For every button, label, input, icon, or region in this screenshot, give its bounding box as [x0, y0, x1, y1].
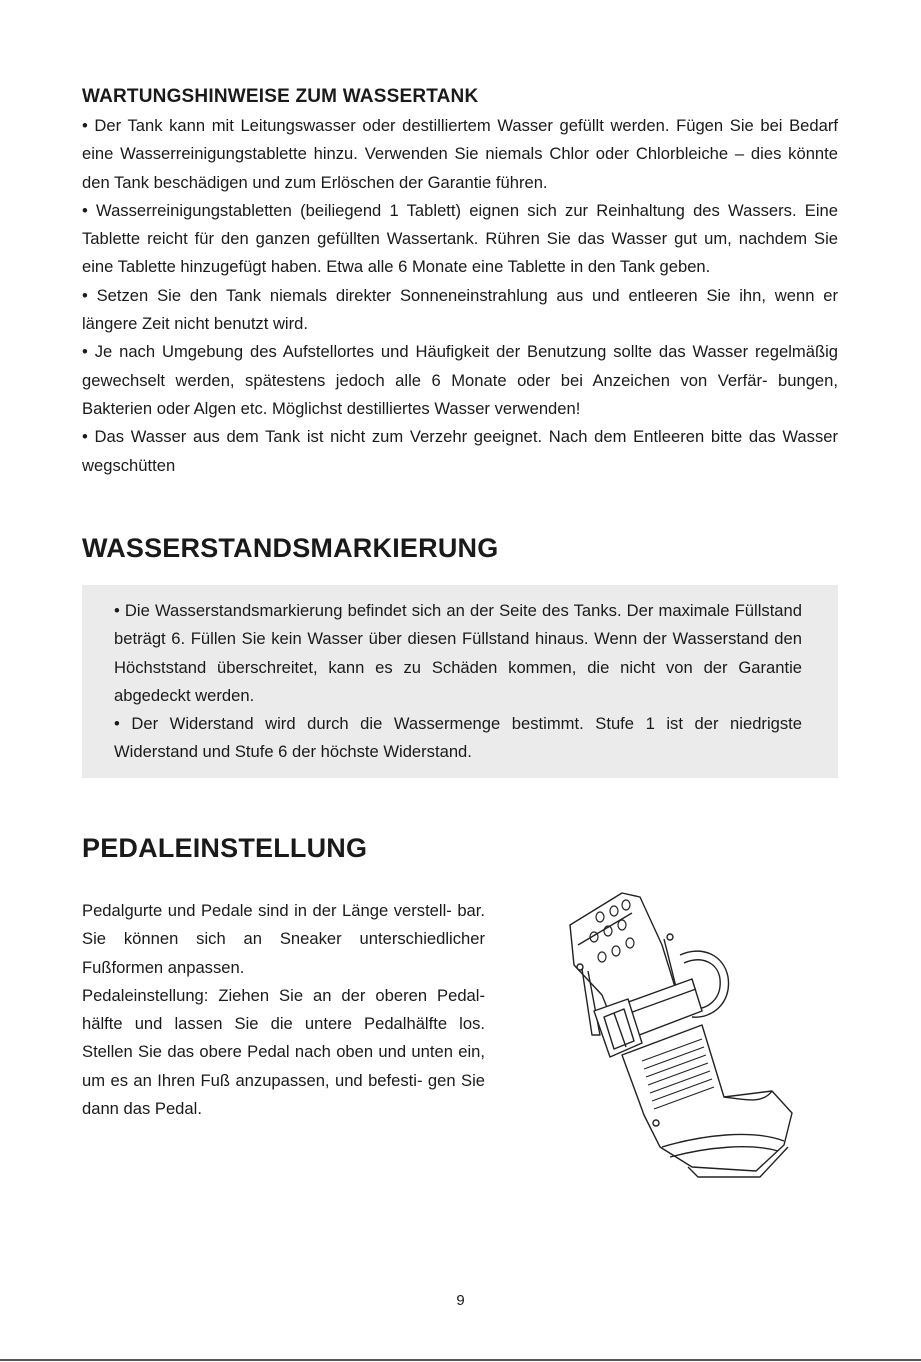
- bottom-rule: [0, 1359, 921, 1361]
- paragraph: • Setzen Sie den Tank niemals direkter Sonneneinstrahlung aus und entleeren Sie ihn, wenn er längere Zeit nicht benutzt wird.: [82, 285, 838, 334]
- pedal-illustration: [552, 885, 802, 1180]
- paragraph: Pedalgurte und Pedale sind in der Länge verstell- bar. Sie können sich an Sneaker unterschiedlicher Fußformen anpassen.: [82, 901, 485, 977]
- paragraph: • Wasserreinigungstabletten (beiliegend 1 Tablett) eignen sich zur Reinhaltung des Wassers. Eine Tablette reicht für den ganzen gefüllten Wassertank. Rühren Sie das Wasser gut um, nachdem Sie eine Tablette hinzugefügt haben. Etwa alle 6 Monate eine Tablette in den Tank geben.: [82, 200, 838, 277]
- paragraph: • Das Wasser aus dem Tank ist nicht zum Verzehr geeignet. Nach dem Entleeren bitte das Wasser wegschütten: [82, 427, 838, 475]
- paragraph: • Der Tank kann mit Leitungswasser oder destilliertem Wasser gefüllt werden. Fügen Sie bei Bedarf eine Wasserreinigungstablette hinzu. Verwenden Sie niemals Chlor oder Chlorbleiche – dies könnte den Tank beschädigen und zum Erlöschen der Garantie führen.: [82, 116, 838, 192]
- section-pedal-adjustment: [82, 897, 485, 1123]
- section-water-tank-maintenance: [82, 112, 838, 480]
- page-number: 9: [456, 1292, 465, 1309]
- section-heading-water-level-marking: WASSERSTANDSMARKIERUNG: [82, 533, 499, 563]
- paragraph: • Die Wasserstandsmarkierung befindet sich an der Seite des Tanks. Der maximale Füllstand beträgt 6. Füllen Sie kein Wasser über diesen Füllstand hinaus. Wenn der Wasserstand den Höchststand überschreitet, kann es zu Schäden kommen, die nicht von der Garantie abgedeckt werden.: [114, 601, 802, 705]
- section-heading-water-tank-maintenance: WARTUNGSHINWEISE ZUM WASSERTANK: [82, 86, 479, 107]
- section-heading-pedal-adjustment: PEDALEINSTELLUNG: [82, 833, 368, 863]
- info-box-water-level: [82, 585, 838, 778]
- paragraph: Pedaleinstellung: Ziehen Sie an der oberen Pedal- hälfte und lassen Sie die untere Pedalhälfte los. Stellen Sie das obere Pedal nach oben und unten ein, um es an Ihren Fuß anzupassen, und befesti- gen Sie dann das Pedal.: [82, 985, 485, 1119]
- paragraph: • Je nach Umgebung des Aufstellortes und Häufigkeit der Benutzung sollte das Wasser regelmäßig gewechselt werden, spätestens jedoch alle 6 Monate oder bei Anzeichen von Verfär- bungen, Bakterien oder Algen etc. Möglichst destilliertes Wasser verwenden!: [82, 342, 838, 418]
- paragraph: • Der Widerstand wird durch die Wassermenge bestimmt. Stufe 1 ist der niedrigste Widerstand und Stufe 6 der höchste Widerstand.: [114, 714, 802, 762]
